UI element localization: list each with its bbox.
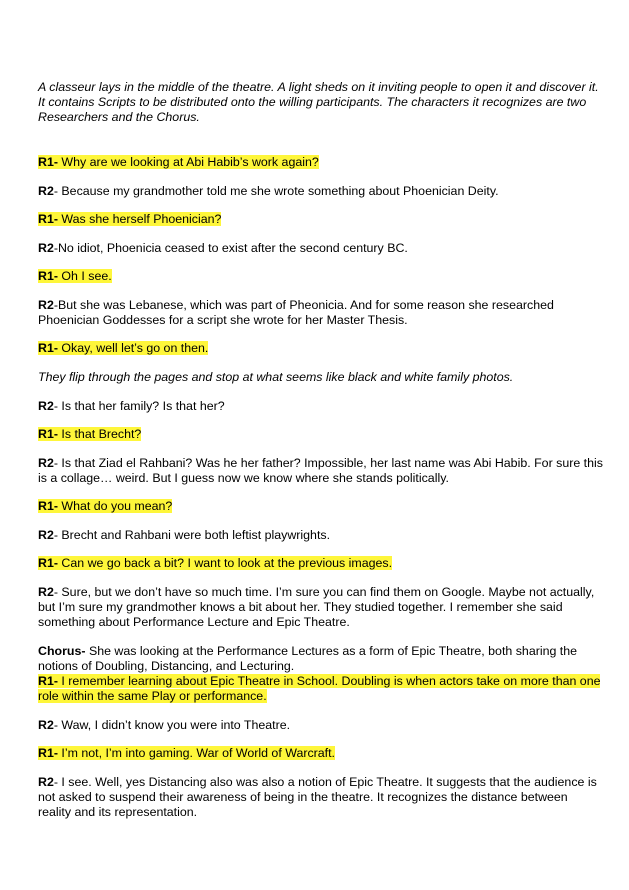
dialogue-line: R2- I see. Well, yes Distancing also was also a notion of Epic Theatre. It suggests that the audience is not asked to suspend their awareness of being in the theatre. It recognizes the distance between reality and its representation.: [38, 775, 597, 819]
dialogue-line: Chorus- She was looking at the Performance Lectures as a form of Epic Theatre, both sharing the notions of Doubling, Distancing, and Lecturing.: [38, 644, 578, 673]
dialogue-line: R1- Okay, well let’s go on then.: [38, 341, 209, 355]
dialogue-line: R2- Sure, but we don’t have so much time. I’m sure you can find them on Google. Maybe not actually, but I’m sure my grandmother knows a bit about her. They studied together. I remember she said something about Performance Lecture and Epic Theatre.: [38, 585, 595, 629]
dialogue-line: R1- I remember learning about Epic Theatre in School. Doubling is when actors take on more than one role within the same Play or performance.: [38, 674, 601, 703]
dialogue-line: R2- Because my grandmother told me she wrote something about Phoenician Deity.: [38, 184, 499, 198]
dialogue-line: R2-But she was Lebanese, which was part of Pheonicia. And for some reason she researched Phoenician Goddesses for a script she wrote for her Master Thesis.: [38, 298, 554, 327]
dialogue-line: R2- Is that Ziad el Rahbani? Was he her father? Impossible, her last name was Abi Habib. For sure this is a collage… weird. But I guess now we know where she stands politically.: [38, 456, 603, 485]
dialogue-line: R1- Why are we looking at Abi Habib’s work again?: [38, 155, 319, 169]
dialogue-line: R1- What do you mean?: [38, 499, 173, 513]
dialogue-line: R1- Oh I see.: [38, 269, 112, 283]
stage-direction-intro: A classeur lays in the middle of the theatre. A light sheds on it inviting people to open it and discover it. It contains Scripts to be distributed onto the willing participants. The characters it recognizes are two Researchers and the Chorus.: [38, 80, 599, 124]
dialogue-line: R2- Brecht and Rahbani were both leftist playwrights.: [38, 528, 331, 542]
dialogue-line: R1- Can we go back a bit? I want to look at the previous images.: [38, 556, 393, 570]
stage-direction: They flip through the pages and stop at what seems like black and white family photos.: [38, 370, 514, 384]
dialogue-line: R1- I’m not, I’m into gaming. War of World of Warcraft.: [38, 746, 335, 760]
dialogue-line: R1- Was she herself Phoenician?: [38, 212, 222, 226]
dialogue-line: R2- Waw, I didn’t know you were into Theatre.: [38, 718, 291, 732]
dialogue-line: R1- Is that Brecht?: [38, 427, 142, 441]
dialogue-line: R2- Is that her family? Is that her?: [38, 399, 225, 413]
dialogue-line: R2-No idiot, Phoenicia ceased to exist after the second century BC.: [38, 241, 408, 255]
